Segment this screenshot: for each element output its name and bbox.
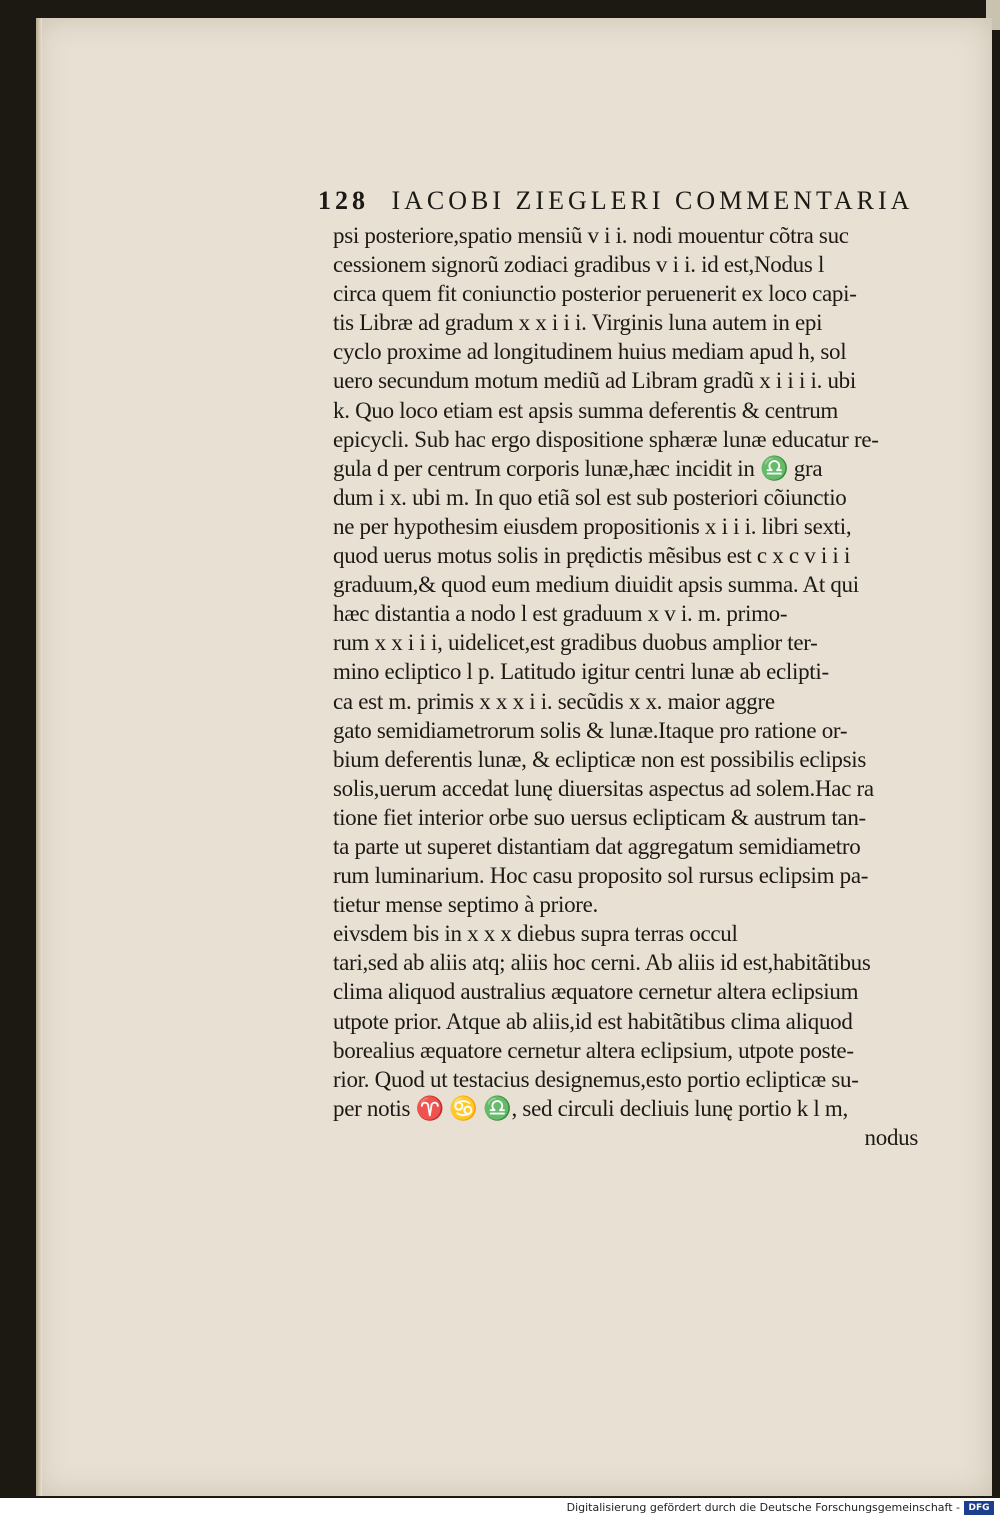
- text-line: epicycli. Sub hac ergo dispositione sphæræ lunæ educatur re-: [333, 426, 879, 452]
- text-line: ca est m. primis x x x i i. secũdis x x. maior aggre: [333, 688, 775, 714]
- footer-bar: [0, 1498, 1000, 1520]
- main-text-block: [333, 221, 933, 1152]
- running-head: [318, 186, 924, 222]
- text-line: ne per hypothesim eiusdem propositionis x i i i. libri sexti,: [333, 513, 852, 539]
- text-line: gato semidiametrorum solis & lunæ.Itaque pro ratione or-: [333, 717, 848, 743]
- text-line: tis Libræ ad gradum x x i i i. Virginis luna autem in epi: [333, 310, 823, 336]
- text-line: rum luminarium. Hoc casu proposito sol rursus eclipsim pa-: [333, 863, 869, 889]
- dfg-logo[interactable]: DFG: [964, 1501, 994, 1515]
- page-gutter-shadow: [36, 18, 42, 1496]
- text-line: graduum,& quod eum medium diuidit apsis summa. At qui: [333, 572, 859, 598]
- text-line: uero secundum motum mediũ ad Libram gradũ x i i i i. ubi: [333, 368, 856, 394]
- text-line: tietur mense septimo à priore.: [333, 892, 599, 918]
- funding-notice: Digitalisierung gefördert durch die Deutsche Forschungsgemeinschaft -: [566, 1501, 960, 1514]
- text-line: hæc distantia a nodo l est graduum x v i. m. primo-: [333, 601, 788, 627]
- text-line: clima aliquod australius æquatore cernetur altera eclipsium: [333, 979, 859, 1005]
- text-line: eivsdem bis in x x x diebus supra terras occul: [333, 921, 738, 947]
- text-line: utpote prior. Atque ab aliis,id est habitãtibus clima aliquod: [333, 1008, 853, 1034]
- text-line: cessionem signorũ zodiaci gradibus v i i. id est,Nodus l: [333, 252, 825, 278]
- text-line: psi posteriore,spatio mensiũ v i i. nodi mouentur cõtra suc: [333, 223, 849, 248]
- catchword: nodus: [864, 1124, 918, 1150]
- text-line: borealius æquatore cernetur altera eclipsium, utpote poste-: [333, 1037, 854, 1063]
- text-line: k. Quo loco etiam est apsis summa deferentis & centrum: [333, 397, 839, 423]
- text-line: tari,sed ab aliis atq; aliis hoc cerni. Ab aliis id est,habitãtibus: [333, 950, 871, 976]
- text-line: rior. Quod ut testacius designemus,esto portio eclipticæ su-: [333, 1066, 859, 1092]
- text-line: rum x x i i i, uidelicet,est gradibus duobus amplior ter-: [333, 630, 818, 656]
- text-line: dum i x. ubi m. In quo etiã sol est sub posteriori cõiunctio: [333, 484, 847, 510]
- text-line: ta parte ut superet distantiam dat aggregatum semidiametro: [333, 833, 861, 859]
- text-line: tione fiet interior orbe suo uersus eclipticam & austrum tan-: [333, 804, 866, 830]
- running-title: IACOBI ZIEGLERI COMMENTARIA: [391, 186, 914, 215]
- page-number: 128: [318, 186, 369, 215]
- text-line: quod uerus motus solis in prędictis mẽsibus est c x c v i i i: [333, 543, 851, 569]
- text-line: circa quem fit coniunctio posterior peruenerit ex loco capi-: [333, 281, 857, 307]
- text-line: bium deferentis lunæ, & eclipticæ non est possibilis eclipsis: [333, 746, 867, 772]
- text-line: solis,uerum accedat lunę diuersitas aspectus ad solem.Hac ra: [333, 775, 874, 801]
- text-line: cyclo proxime ad longitudinem huius mediam apud h, sol: [333, 339, 847, 365]
- text-line: gula d per centrum corporis lunæ,hæc incidit in ♎ gra: [333, 455, 823, 481]
- text-line: per notis ♈ ♋ ♎, sed circuli decliuis lunę portio k l m,: [333, 1095, 848, 1121]
- text-line: mino ecliptico l p. Latitudo igitur centri lunæ ab eclipti-: [333, 659, 829, 685]
